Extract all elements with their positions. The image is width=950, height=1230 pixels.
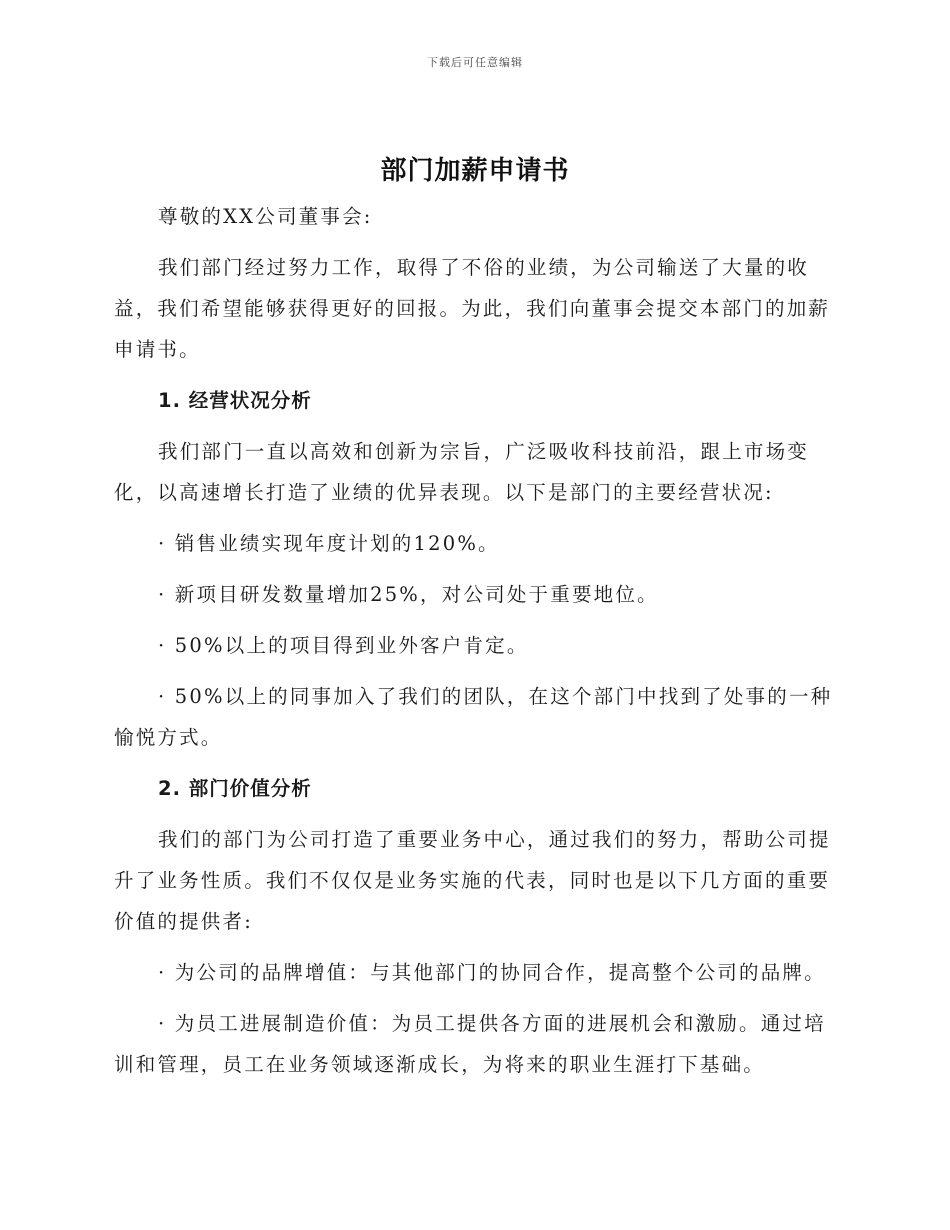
document-body [114, 196, 836, 1095]
document-title: 部门加薪申请书 [380, 156, 570, 186]
section-body-operations: 我们部门一直以高效和创新为宗旨，广泛吸收科技前沿，跟上市场变化，以高速增长打造了业绩的优异表现。以下是部门的主要经营状况: [114, 440, 810, 504]
bullet-item: · 销售业绩实现年度计划的120%。 [158, 532, 500, 555]
salutation: 尊敬的XX公司董事会: [158, 205, 373, 228]
bullet-item: · 50%以上的同事加入了我们的团队，在这个部门中找到了处事的一种愉悦方式。 [114, 685, 833, 749]
section-heading-value: 2. 部门价值分析 [158, 777, 312, 800]
section-heading-operations: 1. 经营状况分析 [158, 389, 312, 412]
intro-paragraph: 我们部门经过努力工作，取得了不俗的业绩，为公司输送了大量的收益，我们希望能够获得更好的回报。为此，我们向董事会提交本部门的加薪申请书。 [114, 256, 831, 361]
section-body-value: 我们的部门为公司打造了重要业务中心，通过我们的努力，帮助公司提升了业务性质。我们不仅仅是业务实施的代表，同时也是以下几方面的重要价值的提供者: [114, 828, 831, 933]
page-header-note: 下载后可任意编辑 [427, 56, 523, 69]
bullet-item: · 为公司的品牌增值：与其他部门的协同合作，提高整个公司的品牌。 [158, 961, 826, 984]
bullet-item: · 新项目研发数量增加25%，对公司处于重要地位。 [158, 583, 659, 606]
bullet-item: · 50%以上的项目得到业外客户肯定。 [158, 634, 529, 657]
bullet-item: · 为员工进展制造价值：为员工提供各方面的进展机会和激励。通过培训和管理，员工在业务领域逐渐成长，为将来的职业生涯打下基础。 [114, 1012, 826, 1076]
